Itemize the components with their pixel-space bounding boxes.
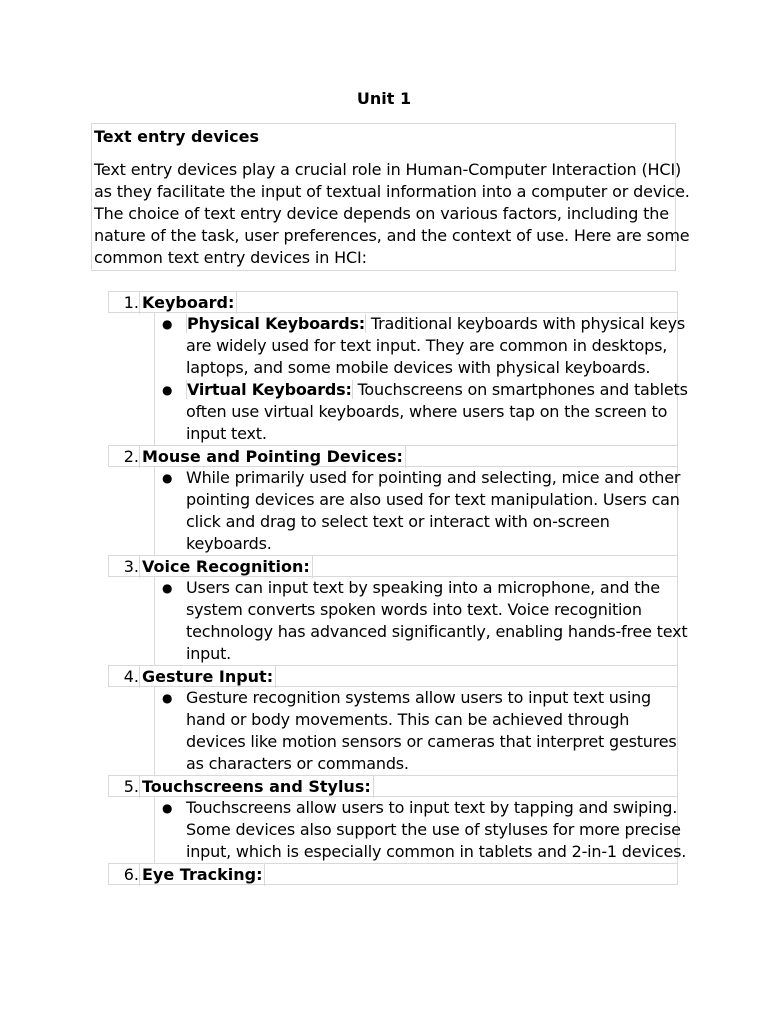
bullet-item: [155, 577, 688, 665]
intro-box: [91, 123, 690, 271]
list-item-body: [154, 467, 681, 555]
bullet-line: laptops, and some mobile devices with physical keyboards.: [186, 358, 651, 377]
bullet-item: [155, 313, 685, 379]
list-item-label: Eye Tracking:: [139, 864, 265, 886]
page-title: Unit 1: [356, 89, 412, 108]
intro-body: [94, 159, 690, 269]
bullet-icon: ●: [162, 317, 173, 331]
bullet-icon: ●: [162, 581, 173, 595]
list-item-heading: [108, 555, 678, 577]
bullet-line: are widely used for text input. They are common in desktops,: [186, 336, 668, 355]
bullet-line: hand or body movements. This can be achieved through: [186, 710, 630, 729]
bullet-line: technology has advanced significantly, enabling hands-free text: [186, 622, 688, 641]
bullet-icon: ●: [162, 383, 173, 397]
list-item-heading: [108, 863, 678, 885]
bullet-line: Users can input text by speaking into a microphone, and the: [186, 578, 660, 597]
list-item-heading: [108, 665, 678, 687]
bullet-line: input.: [186, 644, 232, 663]
device-list: [108, 291, 688, 885]
bullet-icon: ●: [162, 691, 173, 705]
intro-line: common text entry devices in HCI:: [94, 248, 367, 267]
bullet-line: pointing devices are also used for text manipulation. Users can: [186, 490, 680, 509]
list-item-label: Keyboard:: [139, 292, 237, 314]
list-item-label: Touchscreens and Stylus:: [139, 776, 374, 798]
bullet-item: [155, 797, 687, 863]
bullet-icon: ●: [162, 471, 173, 485]
list-number: 3.: [123, 557, 139, 576]
bullet-line: Gesture recognition systems allow users to input text using: [186, 688, 651, 707]
intro-line: The choice of text entry device depends on various factors, including the: [94, 204, 669, 223]
bullet-line: system converts spoken words into text. Voice recognition: [186, 600, 642, 619]
list-item-body: [154, 577, 688, 665]
bullet-line: [186, 313, 685, 335]
list-item-label: Voice Recognition:: [139, 556, 313, 578]
bullet-line: keyboards.: [186, 534, 272, 553]
list-item-label: Mouse and Pointing Devices:: [139, 446, 406, 468]
bullet-line: While primarily used for pointing and selecting, mice and other: [186, 468, 681, 487]
list-number: 1.: [123, 293, 139, 312]
list-item-heading: [108, 775, 678, 797]
bullet-text: Touchscreens on smartphones and tablets: [357, 380, 688, 399]
intro-line: as they facilitate the input of textual information into a computer or device.: [94, 182, 690, 201]
intro-line: Text entry devices play a crucial role in Human-Computer Interaction (HCI): [94, 160, 682, 179]
list-number: 4.: [123, 667, 139, 686]
list-number: 6.: [123, 865, 139, 884]
intro-line: nature of the task, user preferences, and the context of use. Here are some: [94, 226, 690, 245]
list-number: 5.: [123, 777, 139, 796]
bullet-line: as characters or commands.: [186, 754, 409, 773]
bullet-line: [186, 379, 688, 401]
bullet-lead: Physical Keyboards:: [187, 314, 365, 333]
list-item-label: Gesture Input:: [139, 666, 276, 688]
bullet-line: often use virtual keyboards, where users tap on the screen to: [186, 402, 668, 421]
bullet-text: Traditional keyboards with physical keys: [370, 314, 685, 333]
bullet-line: Some devices also support the use of styluses for more precise: [186, 820, 681, 839]
bullet-line: click and drag to select text or interact with on-screen: [186, 512, 610, 531]
list-item-body: [154, 687, 678, 775]
list-number: 2.: [123, 447, 139, 466]
intro-heading: Text entry devices: [94, 127, 260, 146]
bullet-item: [155, 687, 677, 775]
bullet-line: input, which is especially common in tablets and 2-in-1 devices.: [186, 842, 687, 861]
bullet-item: [155, 467, 681, 555]
list-item-body: [154, 313, 688, 445]
bullet-line: devices like motion sensors or cameras that interpret gestures: [186, 732, 677, 751]
bullet-item: [155, 379, 688, 445]
list-item-body: [154, 797, 687, 863]
list-item-heading: [108, 291, 678, 313]
bullet-line: input text.: [186, 424, 267, 443]
bullet-icon: ●: [162, 801, 173, 815]
bullet-line: Touchscreens allow users to input text by tapping and swiping.: [186, 798, 678, 817]
list-item-heading: [108, 445, 678, 467]
bullet-lead: Virtual Keyboards:: [187, 380, 352, 399]
